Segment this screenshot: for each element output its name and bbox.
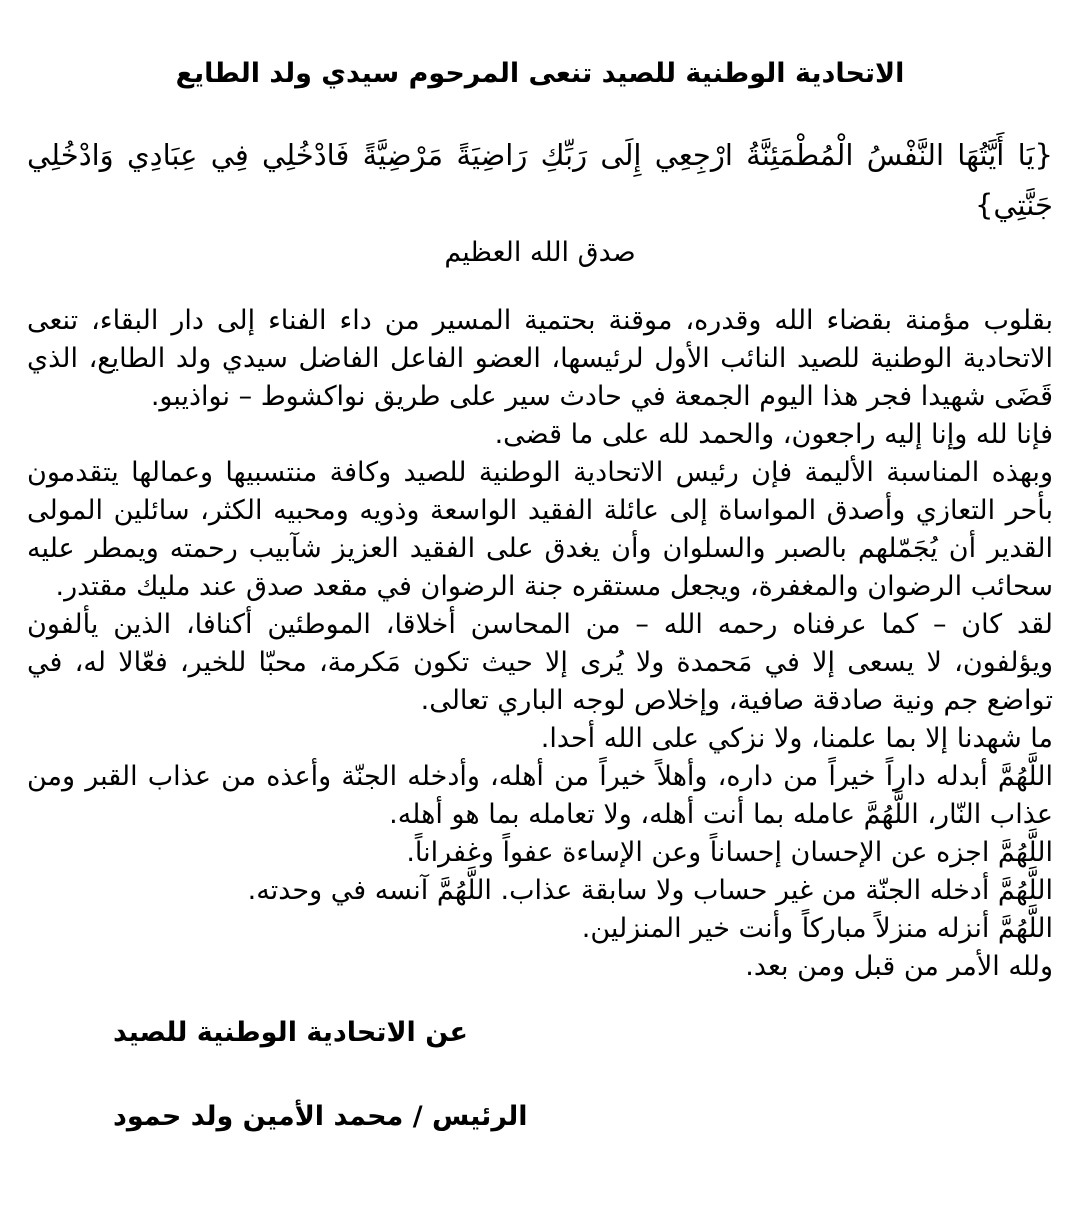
body-paragraph: فإنا لله وإنا إليه راجعون، والحمد لله على ما قضى.: [494, 419, 1053, 450]
signature-organization: عن الاتحادية الوطنية للصيد: [113, 1017, 468, 1048]
body-paragraph: بقلوب مؤمنة بقضاء الله وقدره، موقنة بحتمية المسير من داء الفناء إلى دار البقاء، تنعى الاتحادية الوطنية للصيد النائب الأول لرئيسها، العضو الفاعل الفاضل سيدي ولد الطايع، الذي قَضَى شهيدا فجر هذا اليوم الجمعة في حادث سير على طريق نواكشوط – نواذيبو.: [27, 305, 1053, 412]
body-paragraph: وبهذه المناسبة الأليمة فإن رئيس الاتحادية الوطنية للصيد وكافة منتسبيها وعمالها يتقدمون بأحر التعازي وأصدق المواساة إلى عائلة الفقيد الواسعة وذويه ومحبيه الكثر، سائلين المولى القدير أن يُجَمّلهم بالصبر والسلوان وأن يغدق على الفقيد العزيز شآبيب رحمته ويمطر عليه سحائب الرضوان والمغفرة، ويجعل مستقره جنة الرضوان في مقعد صدق عند مليك مقتدر.: [27, 457, 1053, 602]
body-paragraph: اللَّهُمَّ اجزه عن الإحسان إحساناً وعن الإساءة عفواً وغفراناً.: [406, 837, 1053, 868]
body-paragraph: اللَّهُمَّ أدخله الجنّة من غير حساب ولا سابقة عذاب. اللَّهُمَّ آنسه في وحدته.: [247, 875, 1053, 906]
body-paragraph: لقد كان – كما عرفناه رحمه الله – من المحاسن أخلاقا، الموطئين أكنافا، الذين يألفون ويؤلفون، لا يسعى إلا في مَحمدة ولا يُرى إلا حيث تكون مَكرمة، محبّا للخير، فعّالا له، في تواضع جم ونية صادقة صافية، وإخلاص لوجه الباري تعالى.: [27, 609, 1053, 716]
body-paragraph: اللَّهُمَّ أنزله منزلاً مباركاً وأنت خير المنزلين.: [581, 913, 1053, 944]
body-paragraph: ولله الأمر من قبل ومن بعد.: [745, 951, 1053, 982]
signature-president-name: الرئيس / محمد الأمين ولد حمود: [113, 1101, 528, 1132]
quran-verse: {يَا أَيَّتُهَا النَّفْسُ الْمُطْمَئِنَّةُ ارْجِعِي إِلَى رَبِّكِ رَاضِيَةً مَرْضِيَّةً فَادْخُلِي فِي عِبَادِي وَادْخُلِي جَنَّتِي}: [27, 138, 1053, 222]
body-paragraph: ما شهدنا إلا بما علمنا، ولا نزكي على الله أحدا.: [540, 723, 1053, 754]
document-title: الاتحادية الوطنية للصيد تنعى المرحوم سيدي ولد الطايع: [175, 58, 905, 89]
verse-attribution: صدق الله العظيم: [444, 237, 636, 268]
document-body: [27, 302, 1053, 986]
body-paragraph: اللَّهُمَّ أبدله داراً خيراً من داره، وأهلاً خيراً من أهله، وأدخله الجنّة وأعذه من عذاب القبر ومن عذاب النّار، اللَّهُمَّ عامله بما أنت أهله، ولا تعامله بما هو أهله.: [27, 761, 1053, 830]
